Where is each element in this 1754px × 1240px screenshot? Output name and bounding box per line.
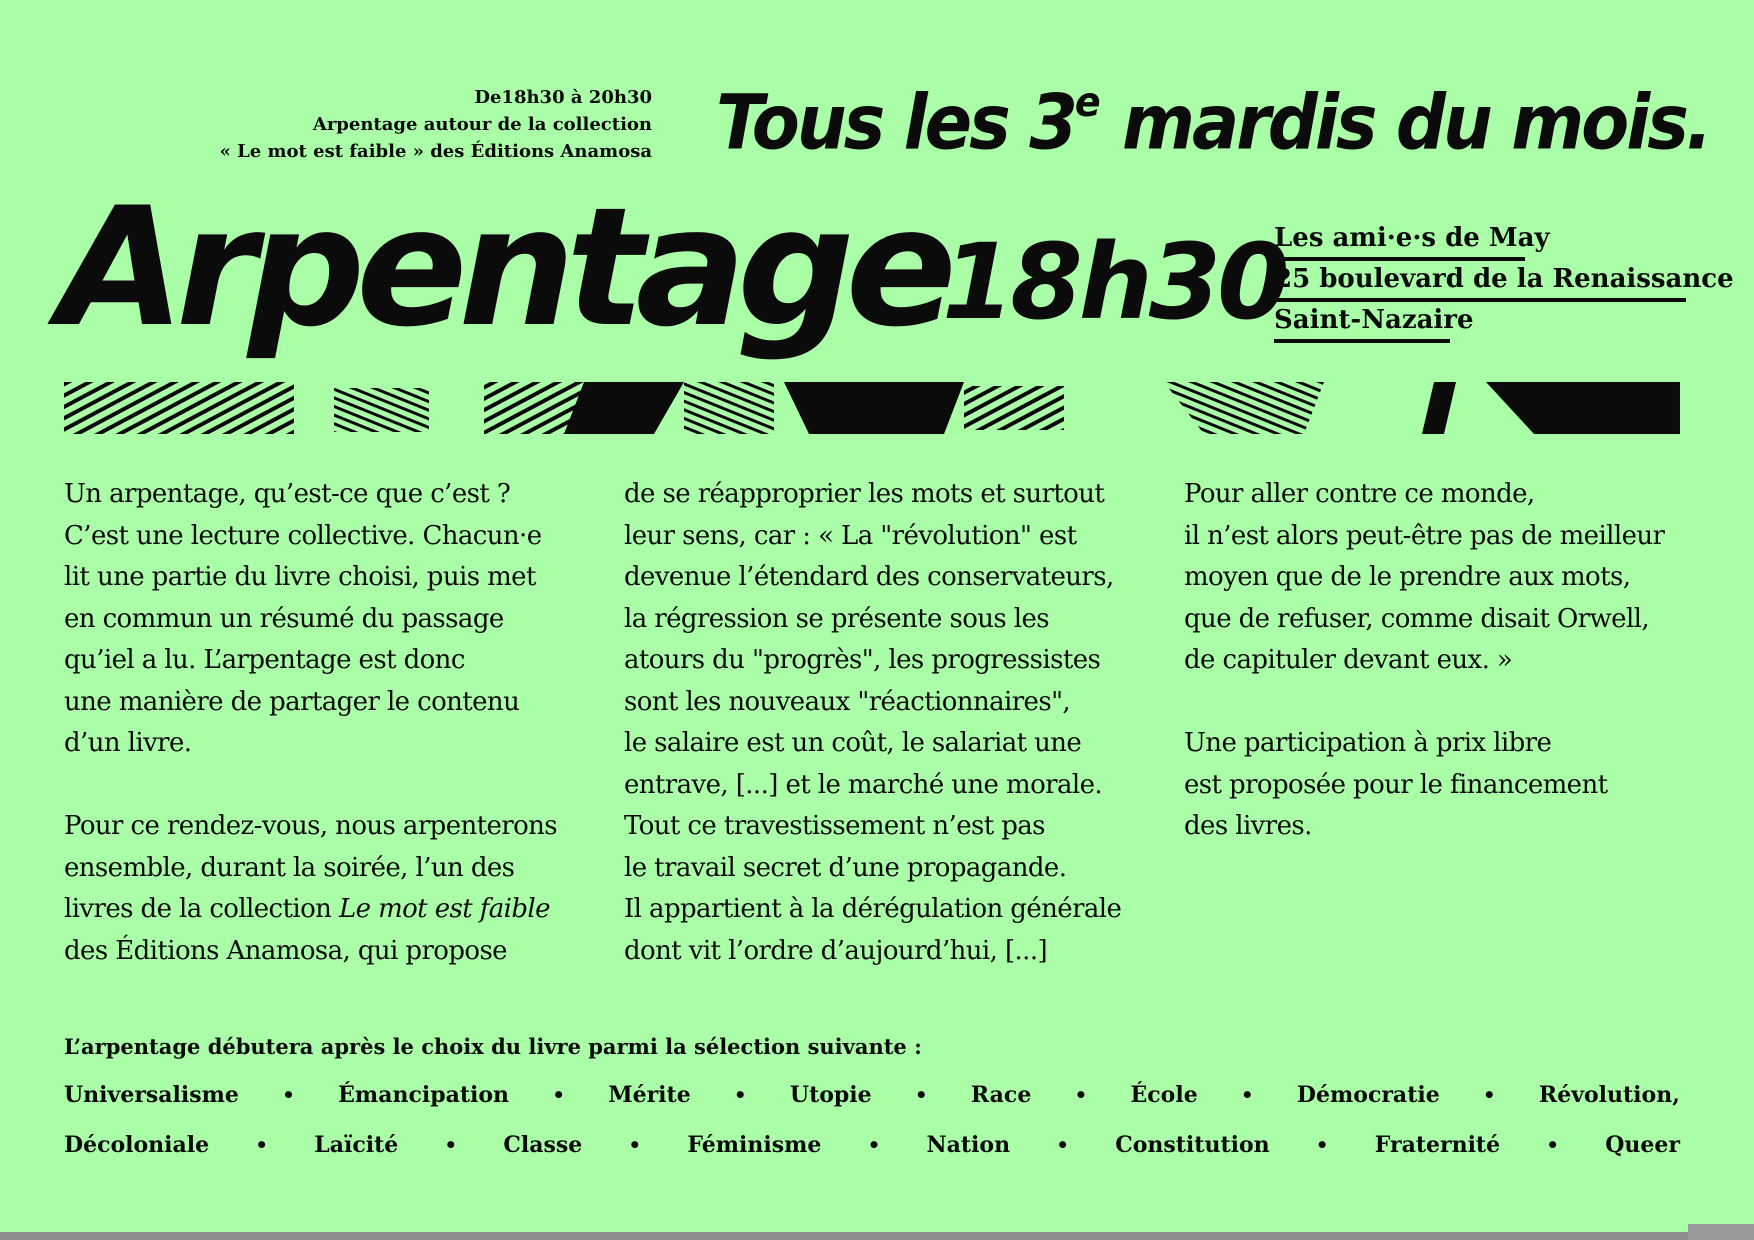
bullet-separator: • [1315, 1133, 1329, 1157]
text-column-3 [1184, 474, 1724, 848]
event-collection: « Le mot est faible » des Éditions Anamosa [219, 141, 652, 162]
headline-ordinal: e [1074, 78, 1101, 126]
bullet-separator: • [1546, 1133, 1560, 1157]
bullet-separator: • [255, 1133, 269, 1157]
bullet-separator: • [867, 1133, 881, 1157]
city: Saint-Nazaire [1274, 302, 1450, 343]
topic-item: Révolution, [1538, 1082, 1680, 1108]
text-line: est proposée pour le financement [1184, 769, 1608, 800]
bullet-separator: • [444, 1133, 458, 1157]
topic-item: Mérite [608, 1082, 691, 1108]
topic-item: Race [970, 1082, 1032, 1108]
text-line: Un arpentage, qu’est-ce que c’est ? [64, 479, 511, 509]
text-line: entrave, [...] et le marché une morale. [624, 769, 1103, 800]
topic-item: Utopie [789, 1082, 872, 1108]
texture-fragment [1164, 382, 1324, 434]
headline [716, 48, 1710, 177]
text-line: ensemble, durant la soirée, l’un des [64, 852, 515, 883]
venue-name: Les ami·e·s de May [1274, 220, 1525, 261]
event-description: Arpentage autour de la collection [312, 114, 652, 135]
text-line: la régression se présente sous les [624, 603, 1050, 634]
text-line: atours du "progrès", les progressistes [624, 645, 1101, 675]
text-line: il n’est alors peut-être pas de meilleur [1184, 520, 1665, 551]
text-line: sont les nouveaux "réactionnaires", [624, 686, 1071, 717]
paragraph [64, 806, 604, 972]
topic-item: Classe [503, 1132, 583, 1158]
topic-item: Décoloniale [64, 1132, 210, 1158]
text-line: dont vit l’ordre d’aujourd’hui, [...] [624, 935, 1048, 966]
texture-fragment [564, 382, 774, 434]
topic-list-row-1 [64, 1082, 1680, 1108]
text-line: Il appartient à la dérégulation générale [624, 894, 1122, 924]
topic-item: École [1130, 1082, 1198, 1108]
topic-item: Nation [926, 1132, 1011, 1158]
text-column-1 [64, 474, 604, 972]
headline-before: Tous les 3 [716, 78, 1075, 167]
text-line: devenue l’étendard des conservateurs, [624, 562, 1114, 592]
collection-name: Le mot est faible [338, 894, 550, 924]
newsprint-texture-band [64, 382, 1680, 434]
paragraph [64, 474, 604, 765]
text-line: le travail secret d’une propagande. [624, 852, 1067, 883]
topic-item: Émancipation [338, 1082, 510, 1108]
text-line: d’un livre. [64, 728, 192, 758]
address [1274, 220, 1734, 343]
text-line: Une participation à prix libre [1184, 728, 1552, 758]
paragraph [1184, 723, 1724, 848]
bullet-separator: • [1240, 1083, 1254, 1107]
text-line: une manière de partager le contenu [64, 686, 520, 717]
text-line: de se réapproprier les mots et surtout [624, 479, 1105, 509]
text-line: moyen que de le prendre aux mots, [1184, 562, 1631, 592]
bullet-separator: • [914, 1083, 928, 1107]
bullet-separator: • [1482, 1083, 1496, 1107]
text-line: Tout ce travestissement n’est pas [624, 811, 1045, 841]
topic-item: Universalisme [64, 1082, 239, 1108]
topic-item: Queer [1605, 1132, 1680, 1158]
text-line [64, 889, 604, 931]
headline-after: mardis du mois. [1100, 78, 1710, 167]
text-line: le salaire est un coût, le salariat une [624, 728, 1082, 758]
bullet-separator: • [628, 1133, 642, 1157]
bottom-edge [0, 1232, 1688, 1240]
text-line: Pour ce rendez-vous, nous arpenterons [64, 811, 558, 841]
text-line: lit une partie du livre choisi, puis met [64, 562, 536, 592]
event-time: 18h30 [942, 221, 1286, 343]
selection-heading: L’arpentage débutera après le choix du livre parmi la sélection suivante : [64, 1034, 922, 1059]
page-title: Arpentage [58, 172, 948, 363]
bullet-separator: • [1056, 1133, 1070, 1157]
texture-fragment [1422, 382, 1456, 434]
topic-item: Féminisme [687, 1132, 822, 1158]
event-info [150, 84, 652, 165]
bottom-edge-tab [1688, 1224, 1754, 1240]
texture-fragment [64, 382, 294, 434]
topic-item: Démocratie [1296, 1082, 1440, 1108]
texture-fragment [1486, 382, 1680, 434]
paragraph [624, 474, 1164, 972]
text-line: que de refuser, comme disait Orwell, [1184, 603, 1650, 634]
text-line: de capituler devant eux. » [1184, 645, 1513, 675]
text-line: en commun un résumé du passage [64, 603, 504, 634]
text-line: C’est une lecture collective. Chacun·e [64, 520, 542, 551]
bullet-separator: • [552, 1083, 566, 1107]
text-line: qu’iel a lu. L’arpentage est donc [64, 645, 465, 675]
topic-item: Laïcité [314, 1132, 399, 1158]
bullet-separator: • [733, 1083, 747, 1107]
text-line: leur sens, car : « La "révolution" est [624, 520, 1077, 551]
text-column-2 [624, 474, 1164, 972]
text-line: des Éditions Anamosa, qui propose [64, 935, 507, 966]
bullet-separator: • [1074, 1083, 1088, 1107]
bullet-separator: • [282, 1083, 295, 1107]
topic-item: Constitution [1115, 1132, 1270, 1158]
topic-list-row-2 [64, 1132, 1680, 1158]
event-hours: De18h30 à 20h30 [474, 87, 652, 108]
text-fragment: livres de la collection [64, 894, 339, 924]
topic-item: Fraternité [1374, 1132, 1501, 1158]
texture-fragment [784, 382, 1064, 434]
street-address: 25 boulevard de la Renaissance [1274, 261, 1686, 302]
text-line: Pour aller contre ce monde, [1184, 479, 1535, 509]
text-line: des livres. [1184, 811, 1312, 841]
paragraph [1184, 474, 1724, 682]
texture-fragment [334, 388, 429, 432]
